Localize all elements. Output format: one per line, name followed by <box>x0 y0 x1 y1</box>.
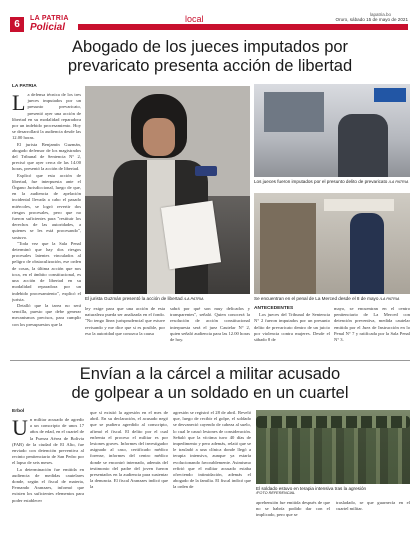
header-rule <box>78 24 408 30</box>
date-line: Oruro, sábado 15 de mayo de 2021 <box>335 17 408 22</box>
article1-byline: LA PATRIA <box>12 84 37 89</box>
brand-top: LA PATRIA <box>30 15 69 22</box>
antecedentes-text: Los jueces del Tribunal de Sentencia N° 2 fueron imputados por un presunto delito de prevaricato dentro de un juicio por violencia contra mujeres. Desde el sábado 8 de <box>254 312 330 343</box>
document-paper <box>161 201 221 270</box>
section-label: local <box>185 14 204 24</box>
soldiers-helmets <box>256 416 410 428</box>
right-photo-top-caption-credit: /LA PATRIA <box>388 180 409 184</box>
soldiers-row <box>256 420 410 484</box>
article1-column-3: sabrá por qué son muy delicados y transparentes", señaló. Quien conocerá la resolución de acción constitucional interpuesta será el juez Cautelar N° 2, quien señaló audiencia para las 12.00 horas de hoy. <box>170 306 250 343</box>
brand-section-name: Policial <box>30 22 66 33</box>
microphone-icon <box>195 166 217 176</box>
article1-column-5: mayo, se encuentran en el centro penitenciario de La Merced con detención preventiva, medida cautelar emitida por el Juez de Instrucción en lo Penal N° 7 y ratificada por la Sala Penal N° 3. <box>334 306 410 343</box>
right-photo-top <box>254 84 410 177</box>
article2-byline: Erbol <box>12 409 25 414</box>
right-photo-bottom <box>254 193 410 294</box>
article2-column-3: agresión se registró el 28 de abril. Reveló que, luego de recibir el golpe, el soldado se desvaneció cayendo de cabeza al suelo, lo cual le causó lesiones de consideración. Señaló que la víctima tuvo 40 días de impedimento y pero además, relató que se le trasladó a una clínica donde llegó a terapia intensiva, aunque ya estaría evolucionando favorablemente. Asimismo refirió que el militar acusado estaba ofreciendo intimidación, además el abogado de la familia. El fiscal indicó que la orden de <box>173 410 251 490</box>
article1-headline-line2: prevaricato presenta acción de libertad <box>67 57 353 75</box>
right-photo-top-caption-text: Los jueces fueron imputados por el presunto delito de prevaricato <box>254 179 388 184</box>
article1-column-2: ley exige para que una acción de esta naturaleza pueda ser analizada en el fondo. "No tengo línea jurisprudencial que estuve revisando y me dice que si es posible, por eso la autoridad que conozca la causa <box>85 306 165 336</box>
main-photo-caption-text: El jurista Guzmán presentó la acción de libertad <box>85 296 183 301</box>
penal-person <box>350 213 384 294</box>
article1-column-4 <box>254 306 330 356</box>
soldiers-photo <box>256 410 410 484</box>
article1-paragraph-2: El jurista Benjamín Guzmán, abogado defensor de los magistrados del Tribunal de Sentencia N° 2, precisó que ayer cerca de las 14.00 horas, presentó la acción de libertad. <box>12 141 81 172</box>
sign-board <box>374 88 406 102</box>
article2-headline-line2: de golpear a un soldado en un cuartel <box>71 384 349 402</box>
article1-paragraph-3: Explicó que esta acción de libertad, fue interpuesta ante el Órgano Jurisdiccional, luego de que, en la audiencia de apelación incidental llevada a cabo el pasado miércoles, se logró revertir dos riesgos procesales, pero que no fueron suficientes para "restituir los derechos de las autoridades, a quienes se les está procesando", sostuvo. <box>12 172 81 240</box>
soldiers-photo-caption <box>256 486 410 495</box>
article2-column-1 <box>12 417 84 529</box>
page-number: 6 <box>14 19 20 30</box>
soldiers-photo-caption-credit: /FOTO REFERENCIAL <box>256 491 296 495</box>
article1-paragraph-1: a defensa técnica de los tres jueces imputados por un presunto prevaricato, presentó ayer una acción de libertad en su modalidad reparadora por un indebido procesamiento. Hoy se desarrollará la audiencia desde las 12.00 horas. <box>12 92 81 141</box>
article2-paragraph-2: La determinación fue emitida en audiencia de medidas cautelares donde, según el fiscal de materia, Fernando Aranzaes, informó que existen los suficientes elementos para poder establecer <box>12 466 84 503</box>
main-photo-lawyer <box>85 86 250 294</box>
antecedentes-title: ANTECEDENTES <box>254 306 294 311</box>
article1-column-1 <box>12 92 81 354</box>
people-figures <box>338 114 388 177</box>
article-divider <box>10 360 410 361</box>
main-photo-caption <box>85 296 253 301</box>
main-photo-caption-credit: /LA PATRIA <box>183 297 204 301</box>
article2-column-2: que sí existió la agresión en el mes de abril. En su declaración, el acusado negó que se pudiera agredido al conscripto, afirmó el fiscal. El delito por el cual enfrenta el proceso el militar es por lesiones graves. Informes del investigador asignado al caso, certificado médico forense, informes del centro médico donde se encontró internado, además del testimonio del padre del joven fueron presentados en la audiencia para sustentar la denuncia. El fiscal Aranzaes indicó que la <box>90 410 168 490</box>
article1-headline-line1: Abogado de los jueces imputados por <box>71 38 349 56</box>
article2-headline <box>10 365 410 403</box>
soldiers-photo-caption-text: El soldado estuvo en terapia intensiva tras la agresión <box>256 486 367 491</box>
article2-headline-line1: Envían a la cárcel a militar acusado <box>79 365 341 383</box>
article1-headline <box>10 38 410 76</box>
article1-dropcap: L <box>12 92 26 115</box>
article2-dropcap: U <box>12 417 28 440</box>
article1-paragraph-5: Detalló que la tarea no será sencilla, puesto que debe generar mecanismos precisos, para cumplir con los presupuestos que la <box>12 302 81 327</box>
article2-column-5: trasladado, se que guarnecía en el cuartel militar. <box>336 500 410 512</box>
website: lapatria.bo <box>370 12 392 17</box>
article2-column-4: aprehensión fue emitida después de que no se habría podido dar con el implicado, pero que se <box>256 500 330 518</box>
page-header <box>0 0 420 38</box>
building-window <box>264 92 324 132</box>
right-photo-bottom-caption <box>254 296 414 301</box>
article1-paragraph-4: "Toda vez que la Sala Penal determinó que hay dos riesgos procesales latentes vinculados al peligro de obstaculización, ese orden de cosas, la última acción que nos toca, en el ámbito constitucional, es una acción de libertad en su modalidad reparadora por un indebido procesamiento", explicó el jurista. <box>12 240 81 302</box>
page-number-badge <box>10 17 24 32</box>
article2-paragraph-1: n militar acusado de agredir a un conscripto de unos 17 años de edad, en el cuartel de la Fuerza Aérea de Bolivia (FAB) de la ciudad de El Alto, fue enviado con detención preventiva al recinto penitenciario de San Pedro por el lapso de seis meses. <box>12 417 84 466</box>
right-photo-bottom-caption-credit: /LA PATRIA <box>379 297 400 301</box>
right-photo-bottom-caption-text: Se encuentran en el penal de La Merced desde el 8 de mayo <box>254 296 379 301</box>
right-photo-top-caption <box>254 179 414 184</box>
penal-sign <box>324 199 394 211</box>
penal-door <box>260 203 316 294</box>
